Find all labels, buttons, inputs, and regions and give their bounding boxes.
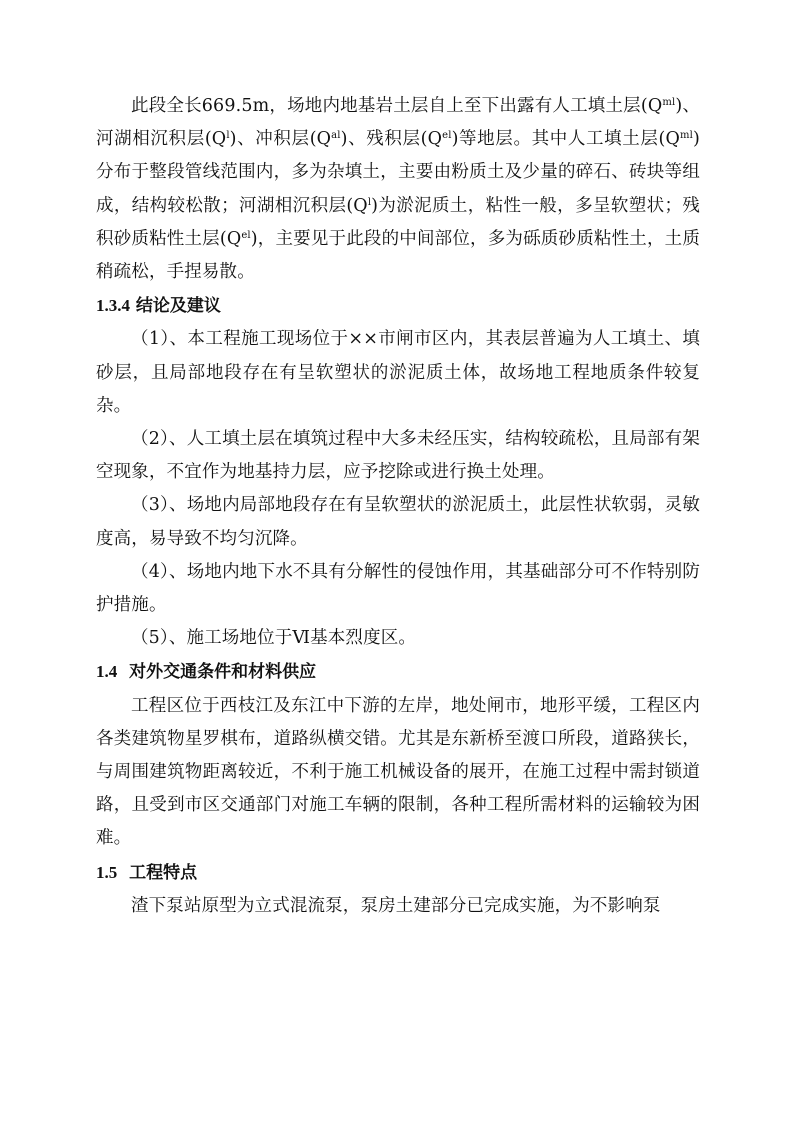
- section-title: 工程特点: [129, 862, 198, 883]
- conclusion-item-2: （2）、人工填土层在填筑过程中大多未经压实，结构较疏松，且局部有架空现象，不宜作为地基持力层，应予挖除或进行换土处理。: [96, 429, 700, 483]
- section-heading-1-4: [96, 655, 700, 689]
- paragraph-strata: 此段全长669.5m，场地内地基岩土层自上至下出露有人工填土层$(Q^{ml})$、河湖相沉积层$(Q^l)$、冲积层$(Q^{al})$、残积层$(Q^{el})$等地层。其中人工填土层$(Q^{ml})$分布于整段管线范围内，多为杂填土，主要由粉质土及少量的碎石、砖块等组成，结构较松散；河湖相沉积层$(Q^l)$为淤泥质土，粘性一般，多呈软塑状；残积砂质粘性土层$(Q^{el})$，主要见于此段的中间部位，多为砾质砂质粘性土，土质稍疏松，手捏易散。: [96, 96, 700, 283]
- conclusion-item-4: （4）、场地内地下水不具有分解性的侵蚀作用，其基础部分可不作特别防护措施。: [96, 561, 700, 616]
- section-number: 1.4: [96, 662, 118, 682]
- section-heading-1-3-4: [96, 289, 700, 323]
- paragraph-project-features: 渣下泵站原型为立式混流泵，泵房土建部分已完成实施，为不影响泵: [131, 895, 661, 916]
- conclusion-item-3: （3）、场地内局部地段存在有呈软塑状的淤泥质土，此层性状软弱，灵敏度高，易导致不均匀沉降。: [96, 495, 700, 549]
- section-number: 1.3.4: [96, 296, 130, 316]
- paragraph-transport: 工程区位于西枝江及东江中下游的左岸，地处闸市，地形平缓，工程区内各类建筑物星罗棋布，道路纵横交错。尤其是东新桥至渡口所段，道路狭长，与周围建筑物距离较近，不利于施工机械设备的展开，在施工过程中需封锁道路，且受到市区交通部门对施工车辆的限制，各种工程所需材料的运输较为困难。: [96, 695, 700, 849]
- section-number: 1.5: [96, 862, 118, 882]
- section-heading-1-5: [96, 856, 700, 890]
- conclusion-item-1: （1）、本工程施工现场位于××市闸市区内，其表层普遍为人工填土、填砂层，且局部地段存在有呈软塑状的淤泥质土体，故场地工程地质条件较复杂。: [96, 329, 700, 416]
- section-title: 结论及建议: [135, 296, 221, 317]
- conclusion-item-5: （5）、施工场地位于Ⅵ基本烈度区。: [131, 628, 417, 649]
- document-body: [96, 90, 700, 923]
- section-title: 对外交通条件和材料供应: [129, 662, 317, 683]
